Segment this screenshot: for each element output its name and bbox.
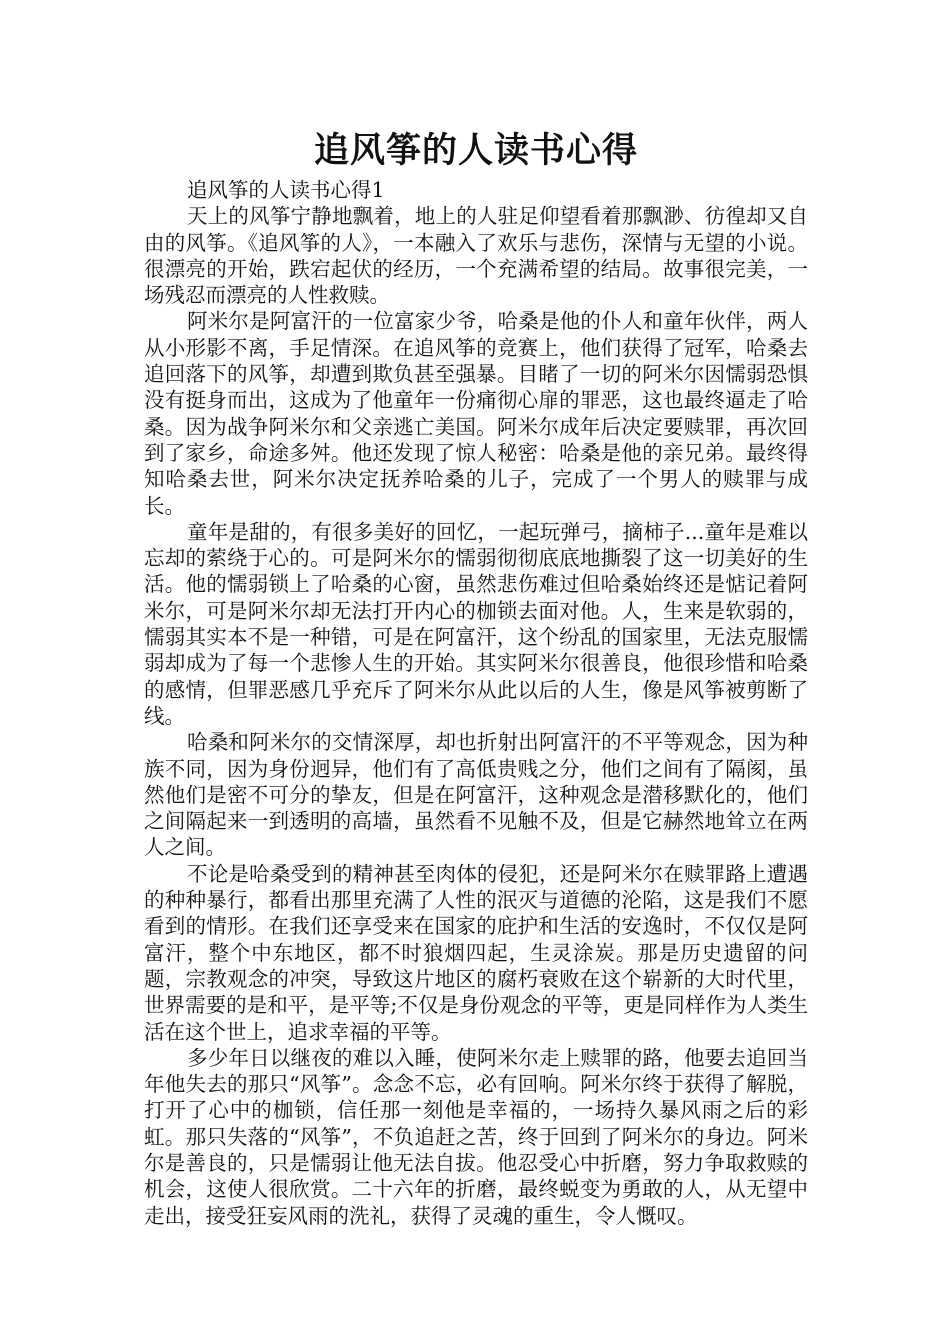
page-title: 追风筝的人读书心得 <box>313 131 638 171</box>
paragraph-3: 童年是甜的，有很多美好的回忆，一起玩弹弓，摘柿子...童年是难以忘却的萦绕于心的。可是阿米尔的懦弱彻彻底底地撕裂了这一切美好的生活。他的懦弱锁上了哈桑的心窗，虽然悲伤难过但哈桑始终还是惦记着阿米尔，可是阿米尔却无法打开内心的枷锁去面对他。人，生来是软弱的，懦弱其实本不是一种错，可是在阿富汗，这个纷乱的国家里，无法克服懦弱却成为了每一个悲惨人生的开始。其实阿米尔很善良，他很珍惜和哈桑的感情，但罪恶感几乎充斥了阿米尔从此以后的人生，像是风筝被剪断了线。 <box>144 519 808 728</box>
document-page <box>144 125 808 1229</box>
paragraph-2: 阿米尔是阿富汗的一位富家少爷，哈桑是他的仆人和童年伙伴，两人从小形影不离，手足情深。在追风筝的竞赛上，他们获得了冠军，哈桑去追回落下的风筝，却遭到欺负甚至强暴。目睹了一切的阿米尔因懦弱恐惧没有挺身而出，这成为了他童年一份痛彻心扉的罪恶，这也最终逼走了哈桑。因为战争阿米尔和父亲逃亡美国。阿米尔成年后决定要赎罪，再次回到了家乡，命途多舛。他还发现了惊人秘密：哈桑是他的亲兄弟。最终得知哈桑去世，阿米尔决定抚养哈桑的儿子，完成了一个男人的赎罪与成长。 <box>144 309 808 518</box>
paragraph-5: 不论是哈桑受到的精神甚至肉体的侵犯，还是阿米尔在赎罪路上遭遇的种种暴行，都看出那里充满了人性的泯灭与道德的沦陷，这是我们不愿看到的情形。在我们还享受来在国家的庇护和生活的安逸时，不仅仅是阿富汗，整个中东地区，都不时狼烟四起，生灵涂炭。那是历史遗留的问题，宗教观念的冲突，导致这片地区的腐朽衰败在这个崭新的大时代里，世界需要的是和平，是平等;不仅是身份观念的平等，更是同样作为人类生活在这个世上，追求幸福的平等。 <box>144 861 808 1044</box>
paragraph-6: 多少年日以继夜的难以入睡，使阿米尔走上赎罪的路，他要去追回当年他失去的那只“风筝”。念念不忘，必有回响。阿米尔终于获得了解脱，打开了心中的枷锁，信任那一刻他是幸福的，一场持久暴风雨之后的彩虹。那只失落的“风筝”，不负追赶之苦，终于回到了阿米尔的身边。阿米尔是善良的，只是懦弱让他无法自拔。他忍受心中折磨，努力争取救赎的机会，这使人很欣赏。二十六年的折磨，最终蜕变为勇敢的人，从无望中走出，接受狂妄风雨的洗礼，获得了灵魂的重生，令人慨叹。 <box>144 1045 808 1228</box>
paragraph-4: 哈桑和阿米尔的交情深厚，却也折射出阿富汗的不平等观念，因为种族不同，因为身份迥异，他们有了高低贵贱之分，他们之间有了隔阂，虽然他们是密不可分的挚友，但是在阿富汗，这种观念是潜移默化的，他们之间隔起来一到透明的高墙，虽然看不见触不及，但是它赫然地耸立在两人之间。 <box>144 730 808 860</box>
paragraph-1: 天上的风筝宁静地飘着，地上的人驻足仰望看着那飘渺、彷徨却又自由的风筝。《追风筝的人》，一本融入了欢乐与悲伤，深情与无望的小说。很漂亮的开始，跌宕起伏的经历，一个充满希望的结局。故事很完美，一场残忍而漂亮的人性救赎。 <box>144 204 808 308</box>
section-heading: 追风筝的人读书心得1 <box>187 178 385 202</box>
